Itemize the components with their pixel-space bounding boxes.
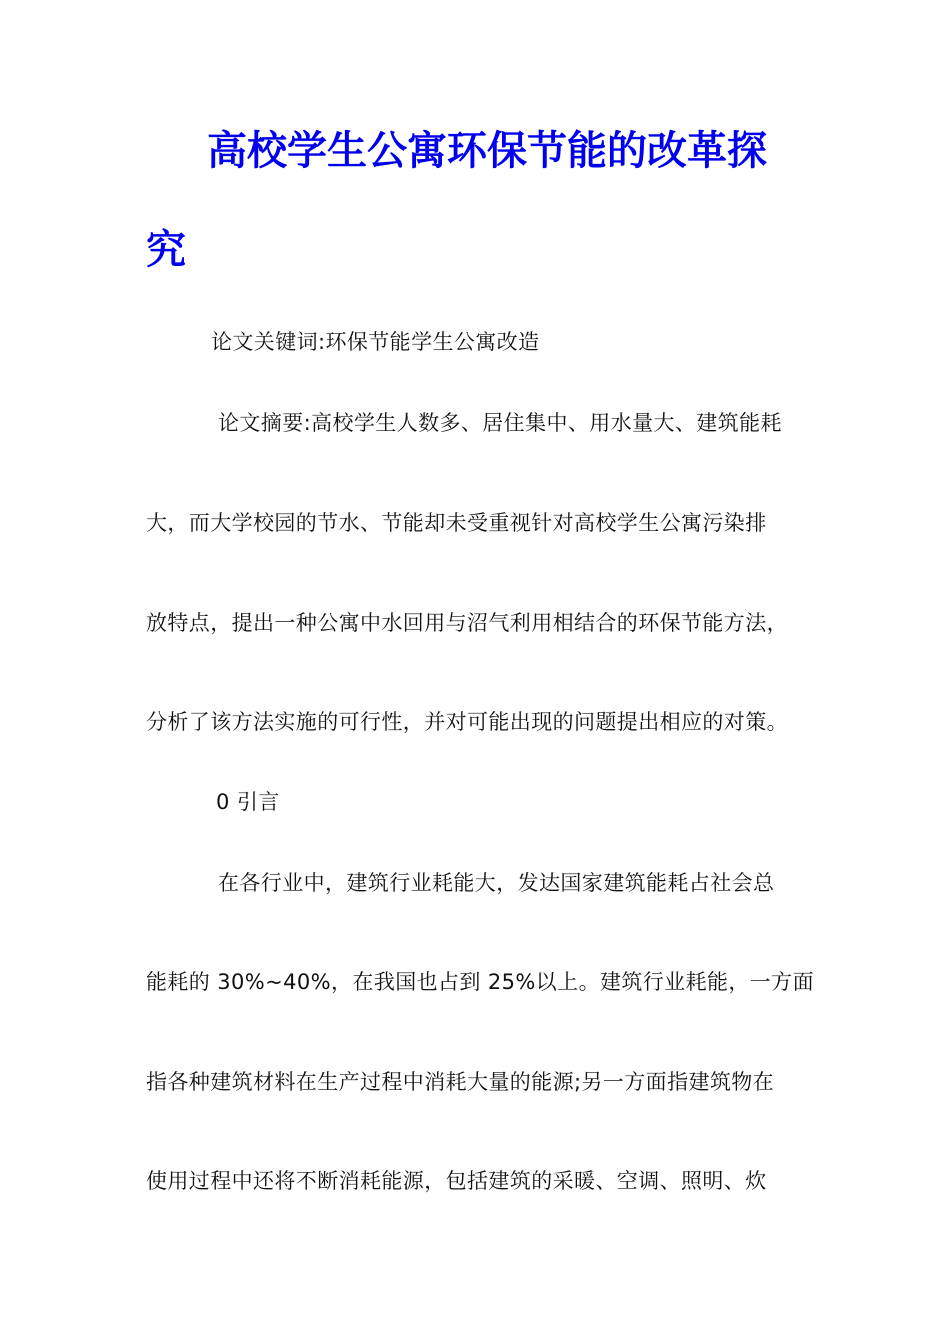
- intro-line-4: 使用过程中还将不断消耗能源，包括建筑的采暖、空调、照明、炊: [146, 1169, 767, 1193]
- abstract-line-1: 论文摘要:高校学生人数多、居住集中、用水量大、建筑能耗: [218, 411, 782, 435]
- document-title-line-2: 究: [146, 226, 186, 273]
- abstract-line-4: 分析了该方法实施的可行性，并对可能出现的问题提出相应的对策。: [146, 710, 788, 734]
- document-title-line-1: 高校学生公寓环保节能的改革探: [207, 127, 767, 174]
- intro-line-3: 指各种建筑材料在生产过程中消耗大量的能源;另一方面指建筑物在: [146, 1070, 775, 1094]
- abstract-line-3: 放特点，提出一种公寓中水回用与沼气利用相结合的环保节能方法，: [146, 611, 788, 635]
- intro-line-1: 在各行业中，建筑行业耗能大，发达国家建筑能耗占社会总: [218, 871, 775, 895]
- keywords-line: 论文关键词:环保节能学生公寓改造: [211, 330, 540, 354]
- abstract-line-2: 大，而大学校园的节水、节能却未受重视针对高校学生公寓污染排: [146, 511, 767, 535]
- intro-line-2: 能耗的 30%~40%，在我国也占到 25%以上。建筑行业耗能，一方面: [146, 970, 814, 994]
- section-heading: 0 引言: [216, 790, 280, 814]
